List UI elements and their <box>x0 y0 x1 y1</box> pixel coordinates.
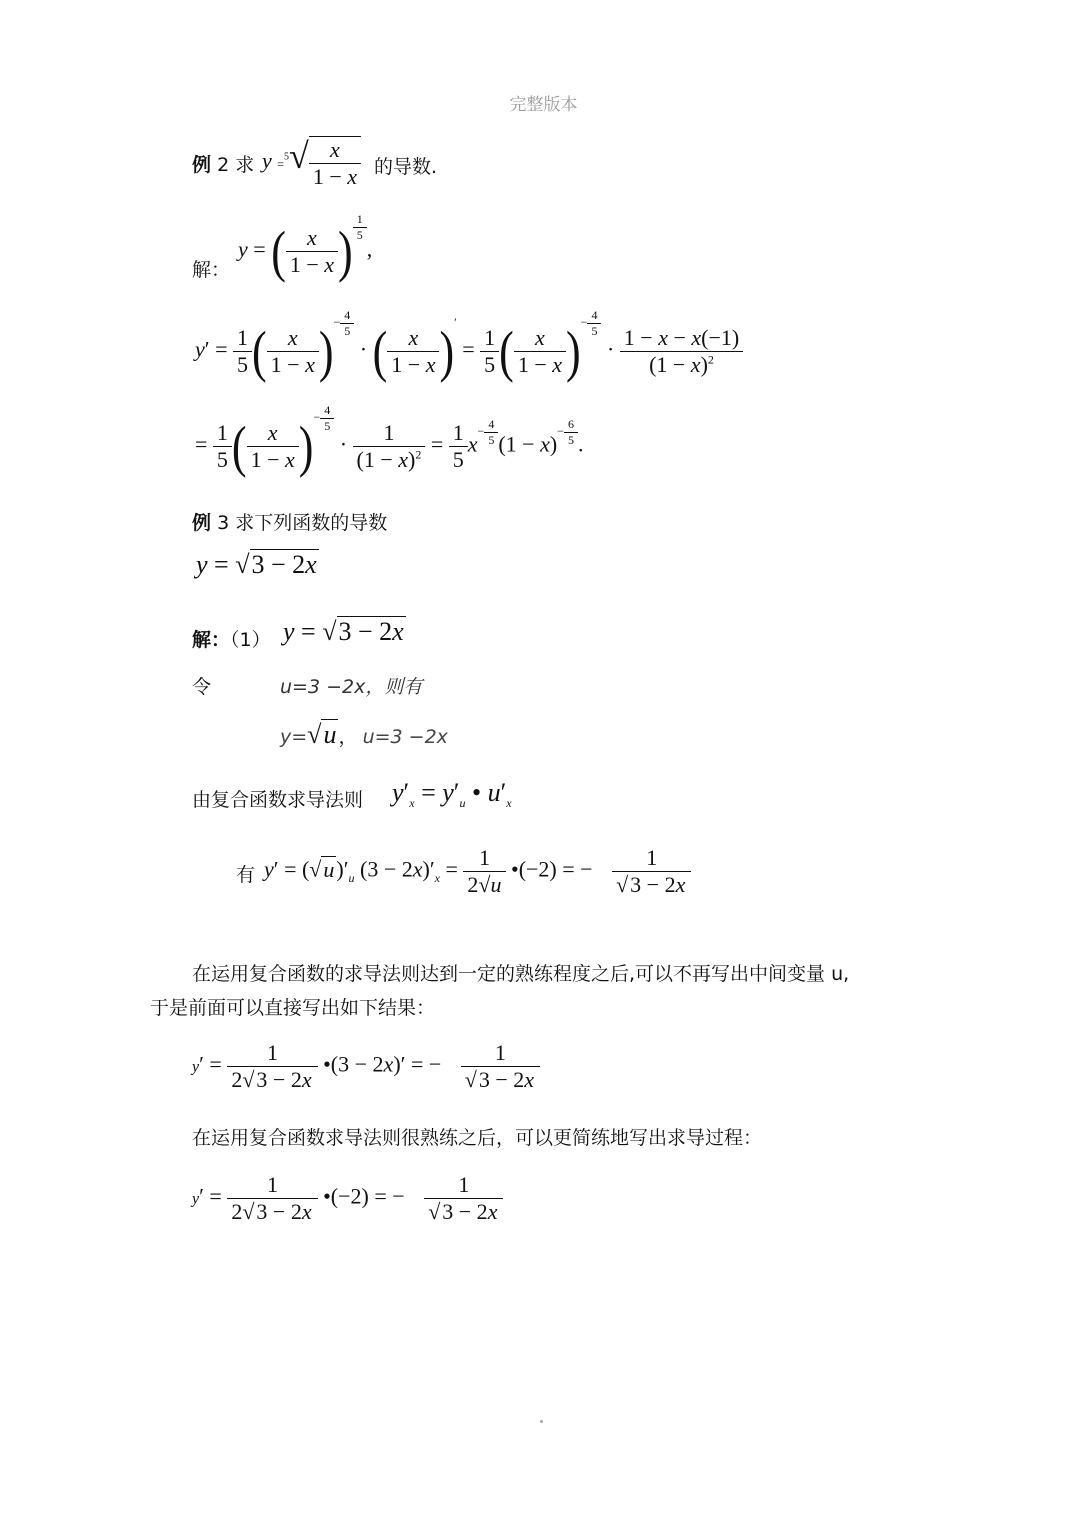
example-2-formula: y =$^5$√ $\frac{x}{1 - x}$ <box>262 135 361 190</box>
solution-label: 解： <box>192 629 231 651</box>
example-3-heading <box>192 508 387 535</box>
example-prompt: 求下列函数的导数 <box>235 512 388 534</box>
solution-2-step3: = $\frac{1}{5}$ ( $\frac{x}{1 - x}$ )$^{- \frac{4}{5}}$ · $\frac{1}{(1 - x)^2}$ = $\frac{1}{5}$ $x^{- \frac{4}{5}}$ $(1 - x)^{- \frac{6}{5}}$ . <box>195 402 584 479</box>
concise-result-formula: y′ = $\frac{1}{2√3 - 2x}$ •(−2) = − $\frac{1}{√3 - 2x}$ <box>192 1172 503 1225</box>
example-number: 3 <box>217 512 230 534</box>
paragraph-2-line-1: 在运用复合函数求导法则很熟练之后，可以更简练地写出求导过程： <box>192 1127 763 1149</box>
page-header: 完整版本 <box>509 95 578 115</box>
example-label: 例 <box>192 154 212 176</box>
chain-rule-text: 由复合函数求导法则 <box>192 789 364 811</box>
chain-rule-formula: $y'_x = y'_u$ • $u'_x$ <box>392 778 512 811</box>
solution-3-heading <box>192 625 271 652</box>
y-expression: y= <box>280 726 308 748</box>
u-expression: u=3 −2x <box>362 726 448 748</box>
example-2-suffix: 的导数. <box>374 156 438 178</box>
substitution-line: y=√u ， u=3 −2x <box>280 720 448 749</box>
solution-2-step2: y′ = $\frac{1}{5}$ ( $\frac{x}{1 - x}$ )$^{- \frac{4}{5}}$ · ( $\frac{x}{1 - x}$ )′ = $\frac{1}{5}$ ( $\frac{x}{1 - x}$ )$^{- \frac{4}{5}}$ · $\frac{1 - x - x(-1)}{(1 - x)^2}$ <box>195 325 743 378</box>
solution-2-label: 解： <box>192 259 231 281</box>
paragraph-1-line-1: 在运用复合函数的求导法则达到一定的熟练程度之后,可以不再写出中间变量 u, <box>192 963 850 985</box>
let-label: 令 <box>192 676 212 698</box>
example-prompt: 求 <box>235 154 255 176</box>
let-expression: u=3 −2x，则有 <box>280 676 423 698</box>
derivative-result: $y' = (√u)'_u$ $(3 - 2x)'_x$ = $\frac{1}{2√u}$ •(−2) = − $\frac{1}{√3 - 2x}$ <box>264 845 691 898</box>
example-3-function: y = √3 − 2x <box>196 550 317 579</box>
paragraph-1-line-2: 于是前面可以直接写出如下结果： <box>150 997 436 1019</box>
example-label: 例 <box>192 512 212 534</box>
example-2-heading <box>192 150 254 177</box>
solution-part: （1） <box>230 629 271 651</box>
example-number: 2 <box>217 154 230 176</box>
solution-3-function: y = √3 − 2x <box>283 617 404 646</box>
have-label: 有 <box>236 864 256 886</box>
direct-result-formula: y′ = $\frac{1}{2√3 - 2x}$ •(3 − 2x)′ = − $\frac{1}{√3 - 2x}$ <box>192 1040 540 1093</box>
footer-dot <box>540 1420 543 1423</box>
solution-2-step1: y = ( $\frac{x}{1 - x}$ ) $^{\frac{1}{5}}$ , <box>238 211 373 284</box>
